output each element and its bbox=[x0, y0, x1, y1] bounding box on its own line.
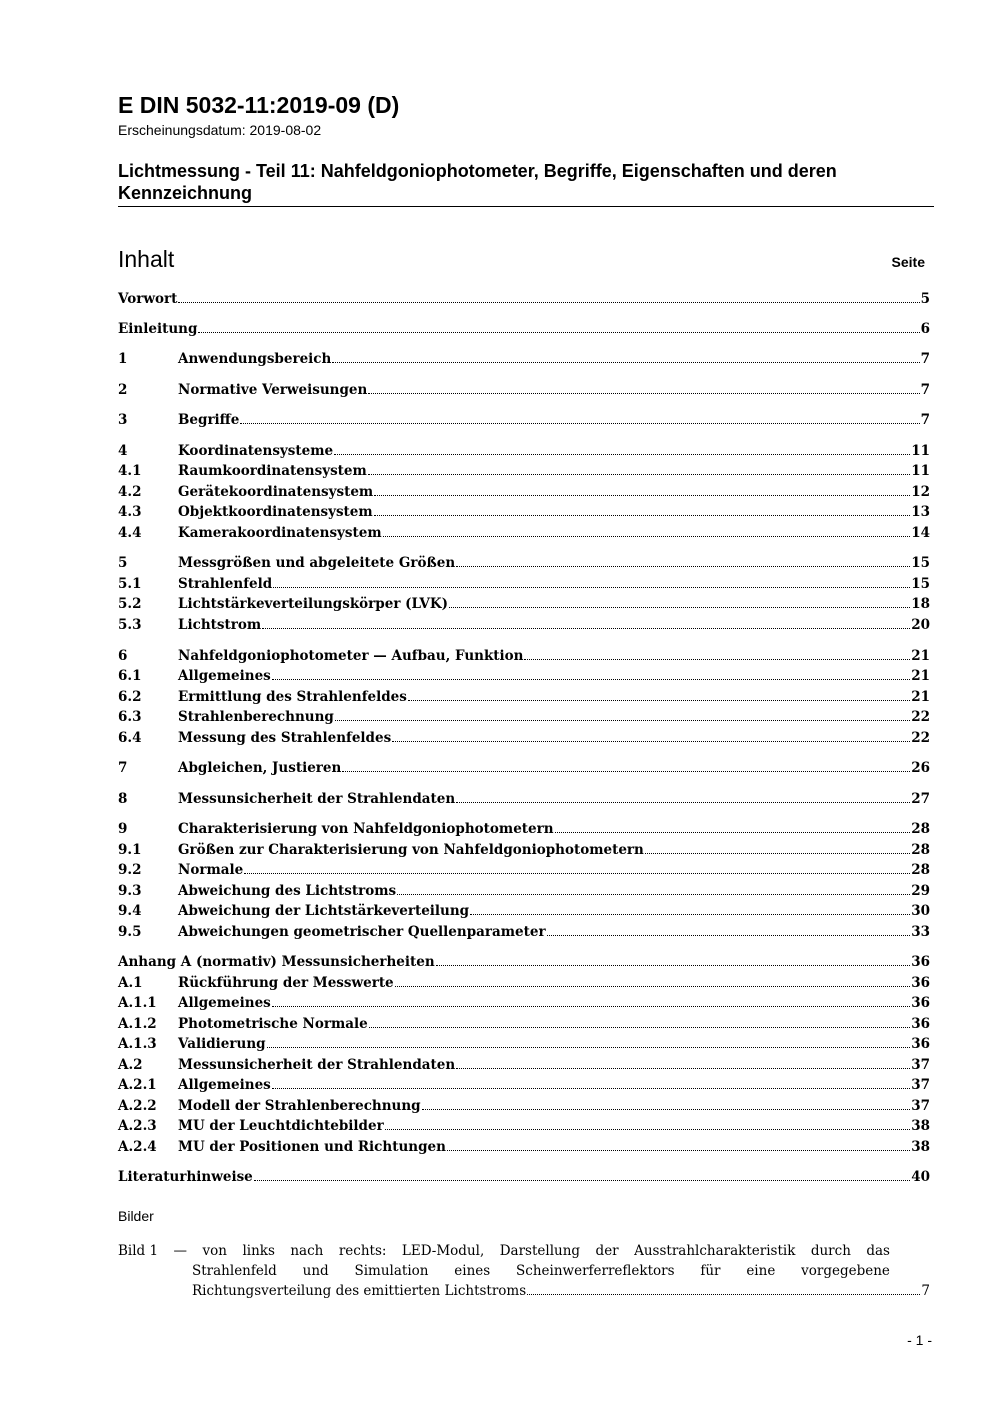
caption-word: Strahlenfeld bbox=[192, 1263, 277, 1279]
toc-entry-number: A.2.4 bbox=[118, 1139, 157, 1155]
toc-entry-page: 15 bbox=[911, 576, 930, 592]
toc-entry-title: Charakterisierung von Nahfeldgoniophotometern bbox=[178, 821, 554, 837]
toc-entry-number: 9.5 bbox=[118, 924, 142, 940]
toc-entry-number: A.2.3 bbox=[118, 1118, 157, 1134]
toc-entry[interactable] bbox=[118, 1074, 930, 1094]
toc-entry[interactable] bbox=[118, 1033, 930, 1053]
dot-leader bbox=[262, 627, 910, 629]
figure-caption-line-2 bbox=[192, 1262, 890, 1280]
dot-leader bbox=[547, 934, 911, 936]
toc-entry-title: Photometrische Normale bbox=[178, 1016, 368, 1032]
toc-entry[interactable] bbox=[118, 839, 930, 859]
toc-entry-number: 5.2 bbox=[118, 596, 142, 612]
caption-word: durch bbox=[810, 1243, 851, 1259]
toc-entry-page: 33 bbox=[911, 924, 930, 940]
toc-entry-number: 6 bbox=[118, 648, 128, 664]
dot-leader bbox=[408, 699, 910, 701]
caption-word: rechts: bbox=[338, 1243, 387, 1259]
toc-entry[interactable] bbox=[118, 593, 930, 613]
toc-entry-number: A.2 bbox=[118, 1057, 143, 1073]
toc-entry-number: 5.1 bbox=[118, 576, 142, 592]
toc-entry[interactable] bbox=[118, 481, 930, 501]
caption-word: eines bbox=[454, 1263, 491, 1279]
caption-word: das bbox=[866, 1243, 890, 1259]
toc-entry-title: Normative Verweisungen bbox=[178, 382, 368, 398]
toc-entry-title: Größen zur Charakterisierung von Nahfeldgoniophotometern bbox=[178, 842, 644, 858]
toc-entry-page: 21 bbox=[911, 689, 930, 705]
toc-entry-title: Lichtstärkeverteilungskörper (LVK) bbox=[178, 596, 449, 612]
toc-entry[interactable] bbox=[118, 1136, 930, 1156]
toc-entry-title: Messunsicherheit der Strahlendaten bbox=[178, 1057, 456, 1073]
title-divider bbox=[118, 206, 934, 207]
toc-entry[interactable] bbox=[118, 921, 930, 941]
toc-entry-page: 40 bbox=[911, 1169, 930, 1185]
toc-entry-title: MU der Leuchtdichtebilder bbox=[178, 1118, 384, 1134]
dot-leader bbox=[244, 872, 910, 874]
toc-entry-number: 4.3 bbox=[118, 504, 142, 520]
caption-word: für bbox=[700, 1263, 721, 1279]
toc-entry[interactable] bbox=[118, 440, 930, 460]
toc-entry-page: 36 bbox=[911, 1016, 930, 1032]
toc-entry-number: A.2.1 bbox=[118, 1077, 157, 1093]
toc-entry-number: 4.2 bbox=[118, 484, 142, 500]
dot-leader bbox=[335, 719, 910, 721]
toc-entry-number: 4.4 bbox=[118, 525, 142, 541]
toc-entry[interactable] bbox=[118, 1013, 930, 1033]
toc-entry[interactable] bbox=[118, 379, 930, 399]
toc-entry-page: 11 bbox=[911, 443, 930, 459]
toc-entry[interactable] bbox=[118, 318, 930, 338]
toc-entry-number: 7 bbox=[118, 760, 128, 776]
toc-entry-page: 28 bbox=[911, 842, 930, 858]
toc-entry-page: 22 bbox=[911, 730, 930, 746]
dot-leader bbox=[456, 565, 910, 567]
dot-leader bbox=[395, 985, 911, 987]
toc-entry[interactable] bbox=[118, 880, 930, 900]
toc-entry-number: A.2.2 bbox=[118, 1098, 157, 1114]
dot-leader bbox=[368, 473, 910, 475]
toc-entry-page: 5 bbox=[920, 291, 930, 307]
toc-entry-page: 21 bbox=[911, 668, 930, 684]
toc-entry-title: Abweichungen geometrischer Quellenparameter bbox=[178, 924, 546, 940]
toc-entry[interactable] bbox=[118, 818, 930, 838]
toc-entry[interactable] bbox=[118, 288, 930, 308]
toc-entry-page: 36 bbox=[911, 1036, 930, 1052]
publication-date: Erscheinungsdatum: 2019-08-02 bbox=[118, 122, 322, 138]
toc-entry[interactable] bbox=[118, 522, 930, 542]
toc-entry-number: 4.1 bbox=[118, 463, 142, 479]
toc-entry[interactable] bbox=[118, 573, 930, 593]
dot-leader bbox=[198, 331, 919, 333]
dot-leader bbox=[524, 658, 910, 660]
toc-entry-page: 30 bbox=[911, 903, 930, 919]
figure-page: 7 bbox=[921, 1283, 930, 1299]
figures-heading: Bilder bbox=[118, 1208, 154, 1224]
dot-leader bbox=[374, 494, 910, 496]
toc-entry-title: Anwendungsbereich bbox=[178, 351, 332, 367]
dot-leader bbox=[254, 1179, 910, 1181]
toc-entry-page: 28 bbox=[911, 821, 930, 837]
toc-entry-page: 38 bbox=[911, 1139, 930, 1155]
caption-word: Ausstrahlcharakteristik bbox=[634, 1243, 796, 1259]
toc-entry-page: 38 bbox=[911, 1118, 930, 1134]
dot-leader bbox=[272, 678, 910, 680]
toc-entry-page: 7 bbox=[920, 382, 930, 398]
dot-leader bbox=[385, 1128, 911, 1130]
toc-entry-number: A.1 bbox=[118, 975, 143, 991]
toc-entry-number: 5 bbox=[118, 555, 128, 571]
toc-entry-title: MU der Positionen und Richtungen bbox=[178, 1139, 446, 1155]
toc-entry[interactable] bbox=[118, 686, 930, 706]
toc-entry[interactable] bbox=[118, 972, 930, 992]
figure-caption-line-1 bbox=[118, 1242, 890, 1260]
caption-word: eine bbox=[746, 1263, 776, 1279]
toc-entry-number: 9.3 bbox=[118, 883, 142, 899]
toc-entry-title: Messgrößen und abgeleitete Größen bbox=[178, 555, 456, 571]
toc-entry-number: 6.2 bbox=[118, 689, 142, 705]
toc-entry-number: 8 bbox=[118, 791, 128, 807]
toc-entry-page: 7 bbox=[920, 351, 930, 367]
toc-entry-title: Gerätekoordinatensystem bbox=[178, 484, 374, 500]
toc-entry-number: 4 bbox=[118, 443, 128, 459]
dot-leader bbox=[374, 514, 911, 516]
toc-entry-page: 36 bbox=[911, 995, 930, 1011]
toc-entry-number: 9.2 bbox=[118, 862, 142, 878]
toc-entry-title: Messunsicherheit der Strahlendaten bbox=[178, 791, 456, 807]
toc-entry-number: 2 bbox=[118, 382, 128, 398]
page-number: - 1 - bbox=[907, 1332, 932, 1348]
toc-entry[interactable] bbox=[118, 501, 930, 521]
toc-entry[interactable] bbox=[118, 1166, 930, 1186]
toc-entry-page: 28 bbox=[911, 862, 930, 878]
dot-leader bbox=[267, 1046, 911, 1048]
toc-entry-title: Objektkoordinatensystem bbox=[178, 504, 373, 520]
dot-leader bbox=[397, 893, 910, 895]
dot-leader bbox=[422, 1108, 911, 1110]
caption-word: vorgegebene bbox=[801, 1263, 890, 1279]
toc-entry-number: A.1.2 bbox=[118, 1016, 157, 1032]
toc-entry[interactable] bbox=[118, 706, 930, 726]
dot-leader bbox=[273, 586, 910, 588]
caption-word: Darstellung bbox=[499, 1243, 581, 1259]
toc-entry-title: Strahlenberechnung bbox=[178, 709, 334, 725]
caption-word: LED-Modul, bbox=[401, 1243, 485, 1259]
toc-entry-title: Vorwort bbox=[118, 291, 178, 307]
caption-word: Scheinwerferreflektors bbox=[516, 1263, 675, 1279]
toc-entry[interactable] bbox=[118, 552, 930, 572]
toc-entry-page: 26 bbox=[911, 760, 930, 776]
toc-entry-title: Allgemeines bbox=[178, 1077, 271, 1093]
dot-leader bbox=[272, 1005, 910, 1007]
toc-entry-number: 3 bbox=[118, 412, 128, 428]
dot-leader bbox=[456, 801, 910, 803]
dot-leader bbox=[527, 1293, 920, 1295]
toc-entry-page: 6 bbox=[920, 321, 930, 337]
toc-entry-title: Kamerakoordinatensystem bbox=[178, 525, 382, 541]
dot-leader bbox=[436, 964, 911, 966]
caption-word: und bbox=[302, 1263, 329, 1279]
toc-entry-number: A.1.1 bbox=[118, 995, 157, 1011]
dot-leader bbox=[447, 1149, 910, 1151]
toc-entry-title: Abweichung des Lichtstroms bbox=[178, 883, 397, 899]
toc-entry-page: 12 bbox=[911, 484, 930, 500]
dot-leader bbox=[334, 453, 910, 455]
toc-entry[interactable] bbox=[118, 859, 930, 879]
toc-entry-title: Anhang A (normativ) Messunsicherheiten bbox=[118, 954, 435, 970]
toc-entry[interactable] bbox=[118, 460, 930, 480]
toc-entry-page: 21 bbox=[911, 648, 930, 664]
toc-entry[interactable] bbox=[118, 409, 930, 429]
toc-entry-number: 1 bbox=[118, 351, 128, 367]
toc-entry-number: 5.3 bbox=[118, 617, 142, 633]
caption-word: Bild 1 bbox=[118, 1243, 159, 1259]
toc-entry-page: 11 bbox=[911, 463, 930, 479]
document-title: Lichtmessung - Teil 11: Nahfeldgoniophotometer, Begriffe, Eigenschaften und deren Kennzeichnung bbox=[118, 161, 837, 203]
toc-entry-page: 13 bbox=[911, 504, 930, 520]
toc-entry-title: Strahlenfeld bbox=[178, 576, 273, 592]
caption-word: Simulation bbox=[354, 1263, 429, 1279]
dot-leader bbox=[240, 422, 919, 424]
toc-entry[interactable] bbox=[118, 992, 930, 1012]
toc-entry-title: Normale bbox=[178, 862, 244, 878]
toc-entry-title: Literaturhinweise bbox=[118, 1169, 253, 1185]
toc-entry[interactable] bbox=[118, 900, 930, 920]
document-id: E DIN 5032-11:2019-09 (D) bbox=[118, 92, 400, 118]
toc-entry-page: 36 bbox=[911, 975, 930, 991]
dot-leader bbox=[342, 770, 910, 772]
toc-heading: Inhalt bbox=[118, 246, 175, 272]
toc-entry-page: 27 bbox=[911, 791, 930, 807]
toc-entry-page: 7 bbox=[920, 412, 930, 428]
caption-word: von bbox=[202, 1243, 227, 1259]
figure-caption-line-3 bbox=[192, 1282, 930, 1300]
toc-entry-number: 6.4 bbox=[118, 730, 142, 746]
toc-entry-title: Abgleichen, Justieren bbox=[178, 760, 342, 776]
toc-entry-title: Einleitung bbox=[118, 321, 198, 337]
toc-entry-page: 15 bbox=[911, 555, 930, 571]
toc-entry-number: 6.1 bbox=[118, 668, 142, 684]
toc-entry[interactable] bbox=[118, 1054, 930, 1074]
toc-entry[interactable] bbox=[118, 1095, 930, 1115]
toc-entry-title: Abweichung der Lichtstärkeverteilung bbox=[178, 903, 470, 919]
dot-leader bbox=[272, 1087, 910, 1089]
toc-entry-page: 20 bbox=[911, 617, 930, 633]
dot-leader bbox=[383, 535, 911, 537]
caption-word: links bbox=[242, 1243, 275, 1259]
toc-entry-title: Allgemeines bbox=[178, 995, 271, 1011]
toc-entry[interactable] bbox=[118, 1115, 930, 1135]
toc-entry-title: Messung des Strahlenfeldes bbox=[178, 730, 392, 746]
caption-word: — bbox=[173, 1243, 188, 1259]
toc-entry-title: Lichtstrom bbox=[178, 617, 262, 633]
toc-entry-number: 6.3 bbox=[118, 709, 142, 725]
toc-entry-page: 14 bbox=[911, 525, 930, 541]
dot-leader bbox=[369, 1026, 911, 1028]
toc-entry-title: Allgemeines bbox=[178, 668, 271, 684]
toc-entry-number: 9.1 bbox=[118, 842, 142, 858]
toc-entry-page: 37 bbox=[911, 1077, 930, 1093]
toc-entry-title: Raumkoordinatensystem bbox=[178, 463, 367, 479]
toc-entry-number: 9.4 bbox=[118, 903, 142, 919]
toc-entry-title: Ermittlung des Strahlenfeldes bbox=[178, 689, 407, 705]
toc-entry-title: Nahfeldgoniophotometer — Aufbau, Funktion bbox=[178, 648, 524, 664]
toc-entry[interactable] bbox=[118, 727, 930, 747]
toc-entry[interactable] bbox=[118, 645, 930, 665]
dot-leader bbox=[456, 1067, 910, 1069]
toc-entry-page: 22 bbox=[911, 709, 930, 725]
toc-entry[interactable] bbox=[118, 788, 930, 808]
figure-caption-end: Richtungsverteilung des emittierten Lichtstroms bbox=[192, 1283, 527, 1299]
dot-leader bbox=[392, 740, 910, 742]
toc-entry-page: 29 bbox=[911, 883, 930, 899]
dot-leader bbox=[178, 301, 919, 303]
toc-entry[interactable] bbox=[118, 951, 930, 971]
toc-entry-page: 36 bbox=[911, 954, 930, 970]
toc-entry[interactable] bbox=[118, 757, 930, 777]
dot-leader bbox=[332, 361, 919, 363]
caption-word: nach bbox=[290, 1243, 324, 1259]
dot-leader bbox=[368, 392, 919, 394]
dot-leader bbox=[470, 913, 910, 915]
toc-entry[interactable] bbox=[118, 348, 930, 368]
toc-entry[interactable] bbox=[118, 614, 930, 634]
toc-entry-title: Begriffe bbox=[178, 412, 240, 428]
caption-word: der bbox=[595, 1243, 619, 1259]
toc-entry[interactable] bbox=[118, 665, 930, 685]
page-column-label: Seite bbox=[891, 254, 925, 270]
toc-entry-title: Modell der Strahlenberechnung bbox=[178, 1098, 421, 1114]
dot-leader bbox=[449, 606, 910, 608]
toc-entry-number: A.1.3 bbox=[118, 1036, 157, 1052]
toc-entry-title: Validierung bbox=[178, 1036, 266, 1052]
dot-leader bbox=[555, 831, 911, 833]
toc-entry-page: 37 bbox=[911, 1098, 930, 1114]
toc-entry-title: Rückführung der Messwerte bbox=[178, 975, 394, 991]
toc-entry-title: Koordinatensysteme bbox=[178, 443, 334, 459]
toc-entry-page: 37 bbox=[911, 1057, 930, 1073]
dot-leader bbox=[645, 852, 910, 854]
toc-entry-page: 18 bbox=[911, 596, 930, 612]
toc-entry-number: 9 bbox=[118, 821, 128, 837]
